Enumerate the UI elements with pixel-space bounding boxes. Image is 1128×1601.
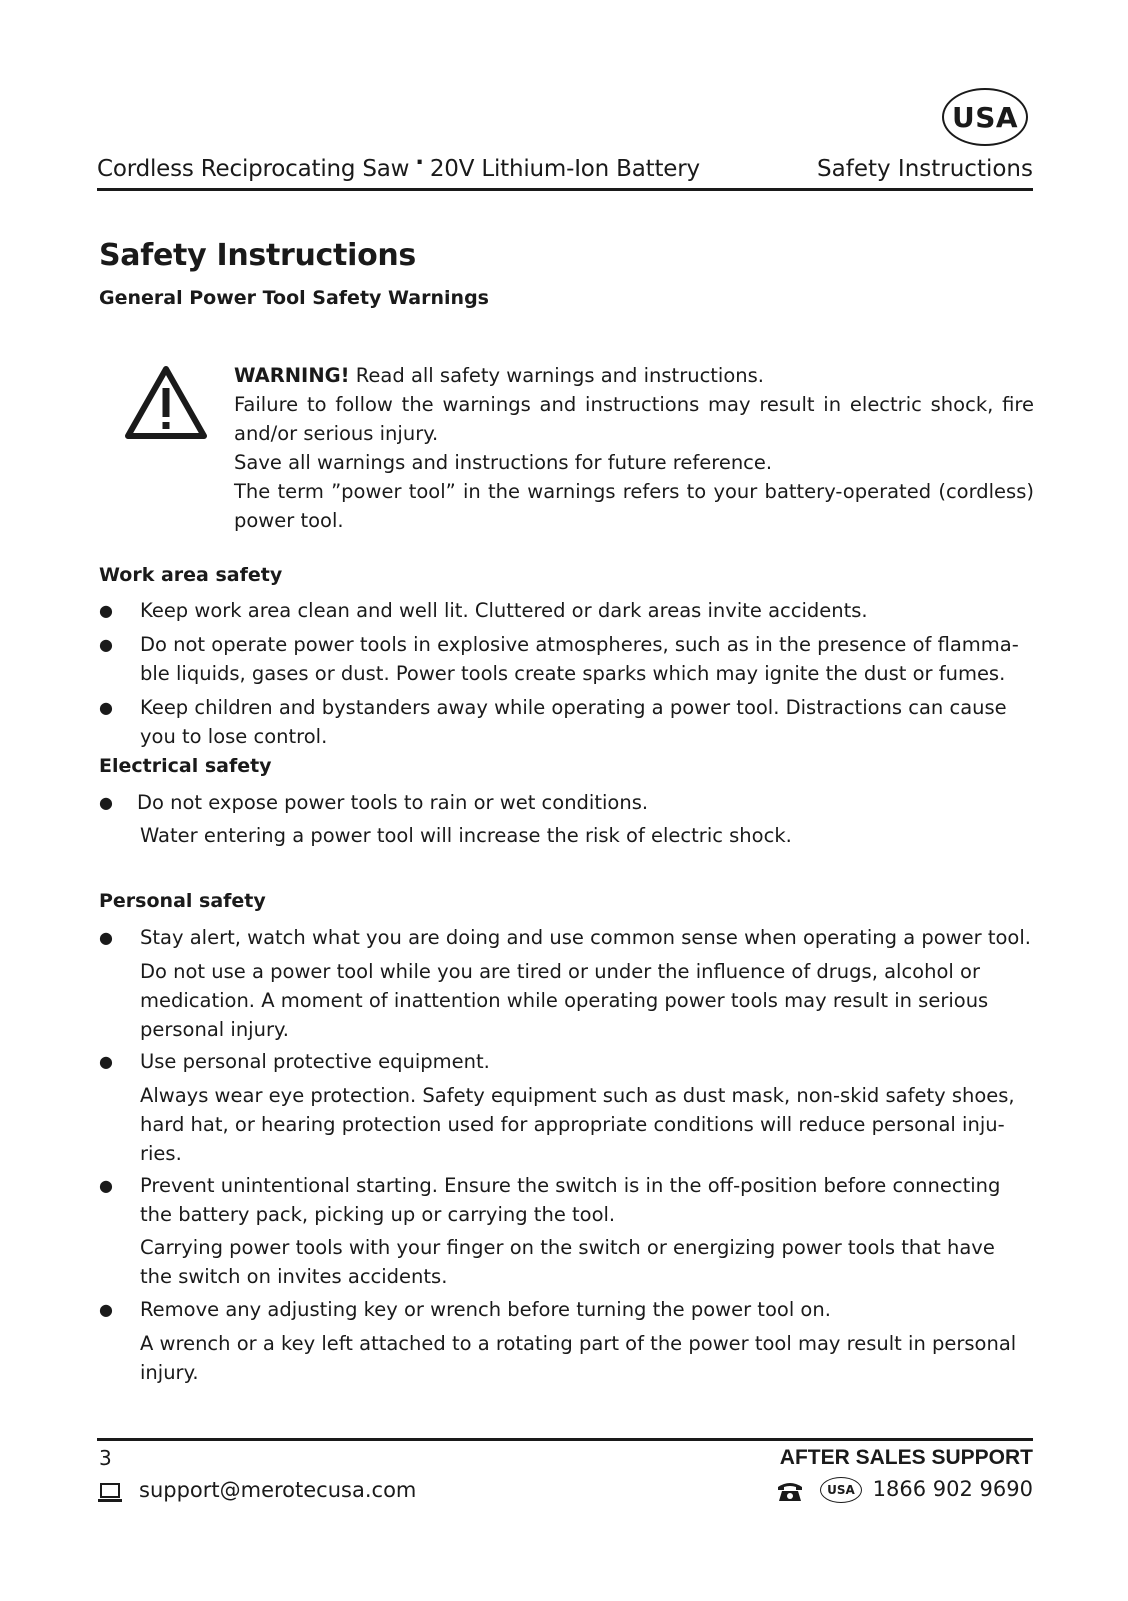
work-area-list [99, 596, 1034, 751]
header-section: Safety Instructions [817, 156, 1033, 182]
header-product: Cordless Reciprocating Saw [97, 156, 410, 182]
bullet-icon: ● [99, 698, 113, 717]
header-separator: · [415, 150, 424, 176]
list-item [99, 630, 1034, 688]
list-item [99, 923, 1034, 952]
warning-line-2: Failure to follow the warnings and instructions may result in electric shock, fire and/or serious injury. [234, 393, 1034, 445]
list-item [99, 693, 1034, 751]
list-item-text: Remove any adjusting key or wrench before turning the power tool on. [140, 1298, 831, 1321]
list-item [99, 788, 1034, 817]
list-item [99, 1047, 1034, 1076]
bullet-icon: ● [99, 1300, 113, 1319]
header-product-title [97, 150, 700, 182]
list-item-text: Keep work area clean and well lit. Cluttered or dark areas invite accidents. [140, 599, 868, 622]
list-item [99, 1295, 1034, 1324]
usa-badge: USA [942, 88, 1028, 146]
work-area-heading: Work area safety [99, 564, 283, 586]
support-email-link[interactable]: support@merotecusa.com [139, 1478, 417, 1502]
page-number: 3 [99, 1446, 112, 1470]
personal-detail-3: A wrench or a key left attached to a rotating part of the power tool may result in personal injury. [140, 1332, 1017, 1384]
electrical-detail: Water entering a power tool will increase the risk of electric shock. [140, 824, 792, 847]
usa-mini-badge: USA [820, 1477, 862, 1503]
warning-line-4: The term ”power tool” in the warnings refers to your battery-operated (cordless) power tool. [234, 480, 1034, 532]
list-item-text: Prevent unintentional starting. Ensure the switch is in the off-position before connecting the battery pack, picking up or carrying the tool. [140, 1174, 1001, 1226]
warning-block [234, 361, 1034, 535]
personal-item-3 [99, 1295, 1034, 1324]
laptop-icon [97, 1482, 123, 1504]
footer-divider [97, 1438, 1033, 1441]
personal-item-0 [99, 923, 1034, 952]
warning-label: WARNING! [234, 364, 350, 387]
header-battery: 20V Lithium-Ion Battery [429, 156, 700, 182]
personal-detail-1: Always wear eye protection. Safety equipment such as dust mask, non-skid safety shoes, hard hat, or hearing protection used for appropriate conditions will reduce personal inju- ries. [140, 1084, 1015, 1165]
section-subtitle: General Power Tool Safety Warnings [99, 287, 489, 309]
header-divider [97, 188, 1033, 191]
bullet-icon: ● [99, 601, 113, 620]
list-item [99, 596, 1034, 625]
bullet-icon: ● [99, 1176, 113, 1195]
list-item-text: Keep children and bystanders away while operating a power tool. Distractions can cause you to lose control. [140, 696, 1007, 748]
personal-detail-2: Carrying power tools with your finger on the switch or energizing power tools that have the switch on invites accidents. [140, 1236, 995, 1288]
electrical-heading: Electrical safety [99, 755, 272, 777]
page-title: Safety Instructions [99, 238, 416, 273]
telephone-icon [776, 1480, 804, 1502]
bullet-icon: ● [99, 928, 113, 947]
warning-triangle-icon [124, 364, 208, 440]
after-sales-title: AFTER SALES SUPPORT [779, 1446, 1033, 1469]
bullet-icon: ● [99, 635, 113, 654]
personal-item-1 [99, 1047, 1034, 1076]
list-item-text: Stay alert, watch what you are doing and use common sense when operating a power tool. [140, 926, 1031, 949]
bullet-icon: ● [99, 793, 113, 812]
personal-detail-0: Do not use a power tool while you are tired or under the influence of drugs, alcohol or medication. A moment of inattention while operating power tools may result in serious personal injury. [140, 960, 989, 1041]
list-item-text: Do not operate power tools in explosive atmospheres, such as in the presence of flamma- ble liquids, gases or dust. Power tools create sparks which may ignite the dust or fumes. [140, 633, 1019, 685]
support-phone-number[interactable]: 1866 902 9690 [872, 1477, 1033, 1501]
warning-line-3: Save all warnings and instructions for future reference. [234, 451, 773, 474]
bullet-icon: ● [99, 1052, 113, 1071]
personal-item-2 [99, 1171, 1034, 1229]
personal-heading: Personal safety [99, 890, 266, 912]
list-item-text: Do not expose power tools to rain or wet conditions. [137, 791, 649, 814]
warning-text-1: Read all safety warnings and instructions. [349, 364, 764, 387]
list-item-text: Use personal protective equipment. [140, 1050, 490, 1073]
list-item [99, 1171, 1034, 1229]
electrical-list [99, 788, 1034, 817]
warning-line-1 [234, 361, 1034, 390]
